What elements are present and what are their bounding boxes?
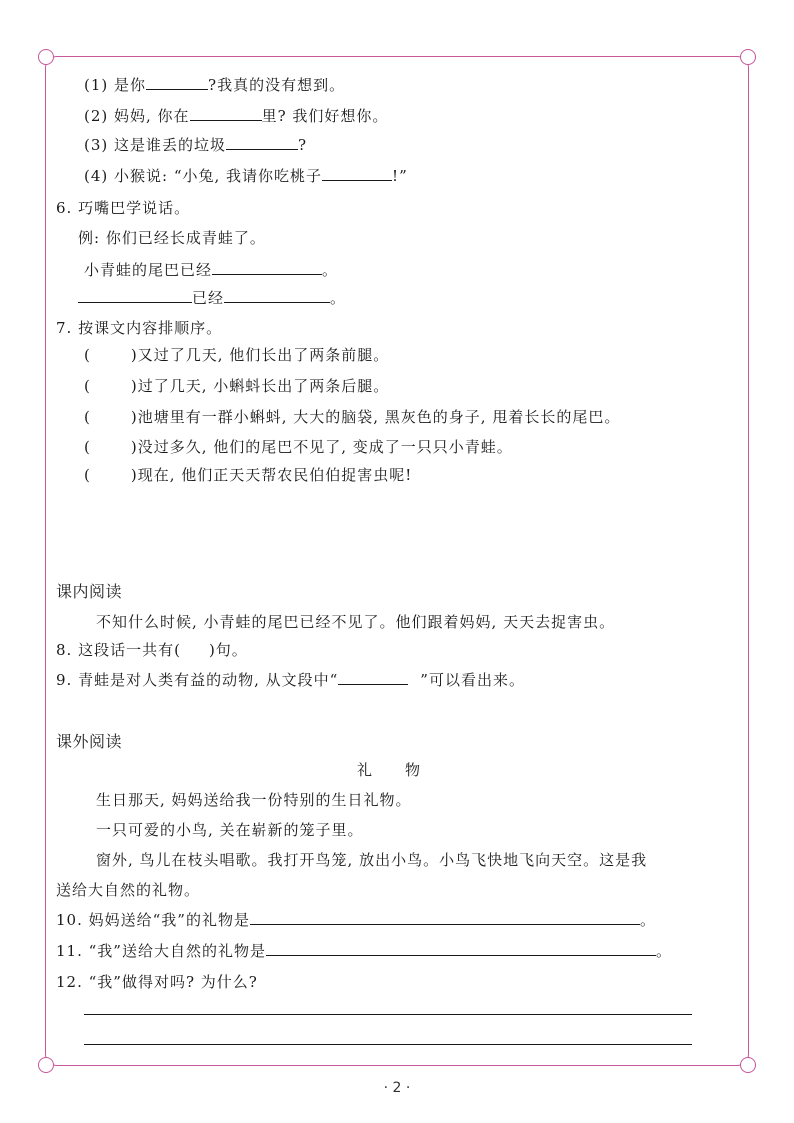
frame-corner-top-left xyxy=(38,49,54,65)
q7-title: 7. 按课文内容排顺序。 xyxy=(56,319,223,337)
q6-title: 6. 巧嘴巴学说话。 xyxy=(56,199,191,217)
in-class-reading-heading: 课内阅读 xyxy=(56,582,123,601)
q5-item-2: (2) 妈妈, 你在 里? 我们好想你。 xyxy=(84,107,389,125)
q12: 12. “我”做得对吗? 为什么? xyxy=(56,973,258,991)
q7-item-2: ( )过了几天, 小蝌蚪长出了两条后腿。 xyxy=(84,377,390,395)
in-class-passage: 不知什么时候, 小青蛙的尾巴已经不见了。他们跟着妈妈, 天天去捉害虫。 xyxy=(96,613,616,631)
q7-item-3: ( )池塘里有一群小蝌蚪, 大大的脑袋, 黑灰色的身子, 甩着长长的尾巴。 xyxy=(84,408,621,426)
q9-blank[interactable] xyxy=(338,670,408,685)
story-paragraph-2: 一只可爱的小鸟, 关在崭新的笼子里。 xyxy=(96,821,364,839)
q6-line-2: 已经 。 xyxy=(78,288,346,308)
q7-item-1: ( )又过了几天, 他们长出了两条前腿。 xyxy=(84,346,390,364)
q7-item-4: ( )没过多久, 他们的尾巴不见了, 变成了一只只小青蛙。 xyxy=(84,438,513,456)
q11: 11. “我”送给大自然的礼物是 。 xyxy=(56,942,672,960)
q12-answer-line-2[interactable] xyxy=(84,1044,692,1045)
q5-item-3: (3) 这是谁丢的垃圾 ? xyxy=(84,136,308,154)
q5-item-1: (1) 是你 ?我真的没有想到。 xyxy=(84,76,346,94)
q10-blank[interactable] xyxy=(250,910,640,925)
q7-order-box-1[interactable]: ( ) xyxy=(84,346,138,364)
q6-blank-2[interactable] xyxy=(78,288,192,303)
q11-blank[interactable] xyxy=(266,941,656,956)
q7-item-5: ( )现在, 他们正天天帮农民伯伯捉害虫呢! xyxy=(84,466,413,484)
page-number: · 2 · xyxy=(383,1080,411,1096)
q9: 9. 青蛙是对人类有益的动物, 从文段中“ ”可以看出来。 xyxy=(56,671,525,689)
q12-answer-line-1[interactable] xyxy=(84,1014,692,1015)
story-paragraph-3a: 窗外, 鸟儿在枝头唱歌。我打开鸟笼, 放出小鸟。小鸟飞快地飞向天空。这是我 xyxy=(96,851,648,869)
frame-corner-bottom-left xyxy=(38,1057,54,1073)
q5-blank-2[interactable] xyxy=(190,106,262,121)
q6-line-1: 小青蛙的尾巴已经 。 xyxy=(84,261,339,279)
q7-order-box-2[interactable]: ( ) xyxy=(84,377,138,395)
q7-order-box-4[interactable]: ( ) xyxy=(84,438,138,456)
frame-corner-bottom-right xyxy=(740,1057,756,1073)
q7-order-box-5[interactable]: ( ) xyxy=(84,466,138,484)
q6-blank-1[interactable] xyxy=(212,260,322,275)
q7-order-box-3[interactable]: ( ) xyxy=(84,408,138,426)
story-title: 礼 物 xyxy=(357,761,422,779)
q8: 8. 这段话一共有( )句。 xyxy=(56,641,248,659)
frame-corner-top-right xyxy=(740,49,756,65)
story-paragraph-3b: 送给大自然的礼物。 xyxy=(56,881,201,899)
q6-example: 例: 你们已经长成青蛙了。 xyxy=(78,229,266,247)
q5-blank-3[interactable] xyxy=(226,135,298,150)
q5-item-4: (4) 小猴说: “小兔, 我请你吃桃子 !” xyxy=(84,167,408,185)
story-paragraph-1: 生日那天, 妈妈送给我一份特别的生日礼物。 xyxy=(96,791,412,809)
q5-blank-4[interactable] xyxy=(322,166,392,181)
q5-blank-1[interactable] xyxy=(146,75,208,90)
q10: 10. 妈妈送给“我”的礼物是 。 xyxy=(56,911,656,929)
q6-blank-3[interactable] xyxy=(224,288,330,303)
out-class-reading-heading: 课外阅读 xyxy=(56,732,123,751)
